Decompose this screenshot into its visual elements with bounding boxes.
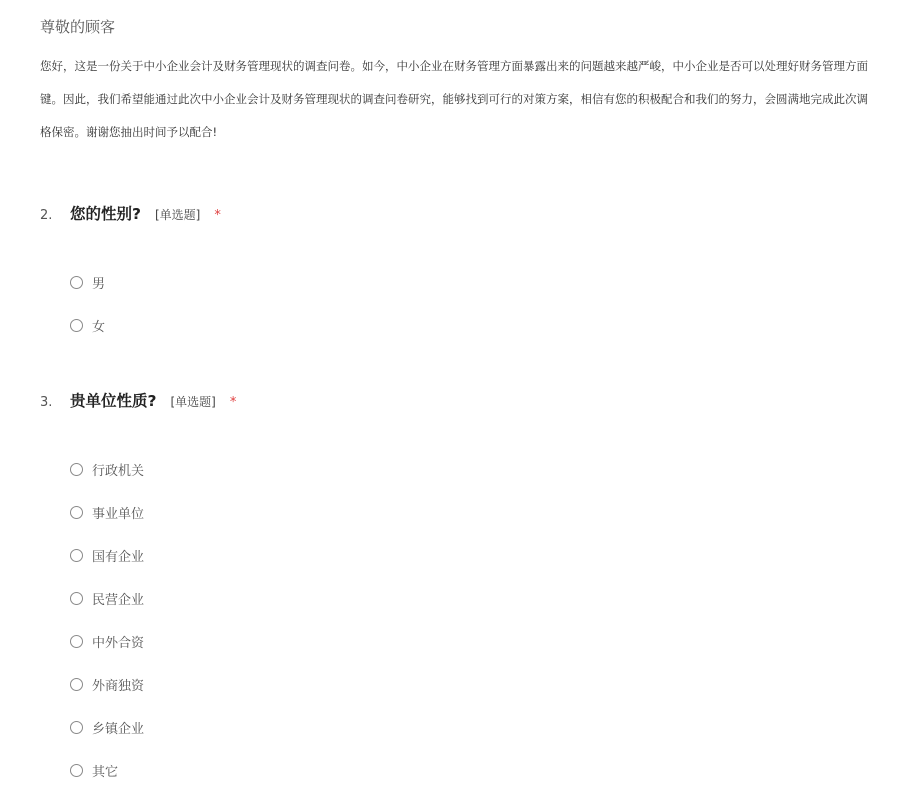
- radio-button[interactable]: [70, 764, 83, 777]
- radio-button[interactable]: [70, 635, 83, 648]
- option-label: 外商独资: [92, 678, 145, 694]
- question-title: 您的性别?: [70, 205, 141, 223]
- option-label: 乡镇企业: [92, 721, 145, 737]
- option-label: 国有企业: [92, 549, 145, 565]
- question-organization-type: [40, 389, 236, 413]
- option-label: 民营企业: [92, 592, 145, 608]
- intro-text-line: 您好，这是一份关于中小企业会计及财务管理现状的调查问卷。如今，中小企业在财务管理方面暴露出来的问题越来越严峻，中小企业是否可以处理好财务管理方面: [40, 59, 868, 73]
- option-label: 事业单位: [92, 506, 145, 522]
- option-government-agency[interactable]: [70, 459, 144, 479]
- required-marker: *: [229, 395, 237, 410]
- option-male[interactable]: [70, 272, 105, 292]
- option-label: 行政机关: [92, 463, 145, 479]
- question-type-label: [单选题]: [170, 395, 216, 409]
- option-state-owned[interactable]: [70, 545, 144, 565]
- intro-text-line: 格保密。谢谢您抽出时间予以配合!: [40, 125, 218, 139]
- radio-button[interactable]: [70, 506, 83, 519]
- option-female[interactable]: [70, 315, 105, 335]
- question-number: 3.: [40, 395, 53, 410]
- radio-button[interactable]: [70, 549, 83, 562]
- option-label: 男: [92, 276, 106, 292]
- option-other[interactable]: [70, 760, 118, 780]
- option-township-enterprise[interactable]: [70, 717, 144, 737]
- radio-button[interactable]: [70, 721, 83, 734]
- intro-text-line: 键。因此，我们希望能通过此次中小企业会计及财务管理现状的调查问卷研究，能够找到可行的对策方案，相信有您的积极配合和我们的努力，会圆满地完成此次调: [40, 92, 868, 106]
- survey-greeting: 尊敬的顾客: [40, 18, 116, 36]
- question-type-label: [单选题]: [155, 208, 201, 222]
- option-label: 其它: [92, 764, 119, 780]
- radio-button[interactable]: [70, 463, 83, 476]
- radio-button[interactable]: [70, 319, 83, 332]
- radio-button[interactable]: [70, 592, 83, 605]
- option-label: 中外合资: [92, 635, 145, 651]
- question-title: 贵单位性质?: [70, 392, 157, 410]
- radio-button[interactable]: [70, 276, 83, 289]
- option-private-enterprise[interactable]: [70, 588, 144, 608]
- question-number: 2.: [40, 208, 53, 223]
- required-marker: *: [214, 208, 221, 223]
- question-gender: [40, 202, 221, 226]
- option-foreign-owned[interactable]: [70, 674, 144, 694]
- radio-button[interactable]: [70, 678, 83, 691]
- option-joint-venture[interactable]: [70, 631, 144, 651]
- option-label: 女: [92, 319, 106, 335]
- option-public-institution[interactable]: [70, 502, 144, 522]
